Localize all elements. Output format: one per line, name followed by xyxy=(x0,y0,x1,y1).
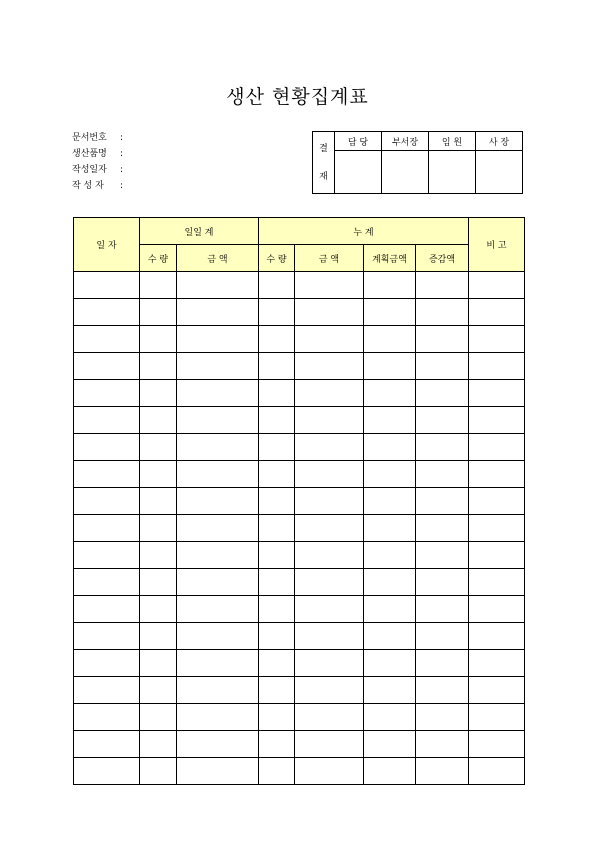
approval-side-char: 재 xyxy=(319,171,328,182)
cell-planned-amount[interactable] xyxy=(364,434,416,461)
cell-remarks[interactable] xyxy=(469,704,525,731)
cell-variance[interactable] xyxy=(416,272,469,299)
approval-sign-box[interactable] xyxy=(382,151,429,194)
cell-daily-quantity[interactable] xyxy=(140,704,177,731)
header-daily-total: 일일 계 xyxy=(140,218,259,245)
cell-remarks[interactable] xyxy=(469,407,525,434)
cell-daily-amount[interactable] xyxy=(177,272,259,299)
cell-date[interactable] xyxy=(74,758,140,785)
approval-side-char: 결 xyxy=(319,143,328,154)
approval-sign-box[interactable] xyxy=(335,151,382,194)
cell-date[interactable] xyxy=(74,380,140,407)
cell-date[interactable] xyxy=(74,461,140,488)
cell-daily-quantity[interactable] xyxy=(140,461,177,488)
cell-cum-amount[interactable] xyxy=(295,677,364,704)
table-row xyxy=(74,569,525,596)
cell-variance[interactable] xyxy=(416,326,469,353)
cell-variance[interactable] xyxy=(416,542,469,569)
cell-remarks[interactable] xyxy=(469,299,525,326)
cell-remarks[interactable] xyxy=(469,515,525,542)
cell-cum-amount[interactable] xyxy=(295,758,364,785)
cell-planned-amount[interactable] xyxy=(364,542,416,569)
approval-box xyxy=(312,131,523,194)
table-row xyxy=(74,326,525,353)
cell-planned-amount[interactable] xyxy=(364,569,416,596)
cell-variance[interactable] xyxy=(416,299,469,326)
cell-cum-quantity[interactable] xyxy=(259,299,295,326)
cell-date[interactable] xyxy=(74,353,140,380)
cell-daily-amount[interactable] xyxy=(177,353,259,380)
info-separator: : xyxy=(120,149,124,159)
cell-daily-quantity[interactable] xyxy=(140,677,177,704)
cell-variance[interactable] xyxy=(416,704,469,731)
cell-cum-amount[interactable] xyxy=(295,299,364,326)
cell-variance[interactable] xyxy=(416,596,469,623)
cell-daily-amount[interactable] xyxy=(177,569,259,596)
header-daily-quantity: 수 량 xyxy=(140,245,177,272)
cell-planned-amount[interactable] xyxy=(364,596,416,623)
cell-remarks[interactable] xyxy=(469,272,525,299)
table-row xyxy=(74,380,525,407)
table-row xyxy=(74,299,525,326)
cell-planned-amount[interactable] xyxy=(364,488,416,515)
cell-planned-amount[interactable] xyxy=(364,299,416,326)
cell-cum-quantity[interactable] xyxy=(259,515,295,542)
cell-cum-quantity[interactable] xyxy=(259,353,295,380)
cell-daily-quantity[interactable] xyxy=(140,380,177,407)
cell-cum-quantity[interactable] xyxy=(259,677,295,704)
cell-daily-amount[interactable] xyxy=(177,299,259,326)
approval-header-staff: 담 당 xyxy=(335,132,382,151)
cell-cum-quantity[interactable] xyxy=(259,758,295,785)
table-row xyxy=(74,515,525,542)
approval-sign-box[interactable] xyxy=(476,151,523,194)
cell-variance[interactable] xyxy=(416,731,469,758)
cell-planned-amount[interactable] xyxy=(364,515,416,542)
cell-daily-amount[interactable] xyxy=(177,677,259,704)
cell-planned-amount[interactable] xyxy=(364,272,416,299)
cell-cum-quantity[interactable] xyxy=(259,488,295,515)
cell-variance[interactable] xyxy=(416,353,469,380)
cell-daily-quantity[interactable] xyxy=(140,488,177,515)
cell-daily-quantity[interactable] xyxy=(140,407,177,434)
cell-date[interactable] xyxy=(74,677,140,704)
cell-remarks[interactable] xyxy=(469,326,525,353)
cell-cum-quantity[interactable] xyxy=(259,542,295,569)
cell-daily-quantity[interactable] xyxy=(140,758,177,785)
cell-cum-amount[interactable] xyxy=(295,353,364,380)
info-row-date xyxy=(72,162,123,178)
info-row-author xyxy=(72,178,123,194)
cell-daily-amount[interactable] xyxy=(177,380,259,407)
cell-planned-amount[interactable] xyxy=(364,704,416,731)
cell-cum-amount[interactable] xyxy=(295,623,364,650)
cell-cum-quantity[interactable] xyxy=(259,704,295,731)
cell-planned-amount[interactable] xyxy=(364,677,416,704)
info-separator: : xyxy=(120,133,124,143)
cell-cum-amount[interactable] xyxy=(295,704,364,731)
cell-remarks[interactable] xyxy=(469,434,525,461)
cell-variance[interactable] xyxy=(416,569,469,596)
cell-daily-amount[interactable] xyxy=(177,461,259,488)
cell-daily-amount[interactable] xyxy=(177,623,259,650)
cell-cum-quantity[interactable] xyxy=(259,461,295,488)
cell-date[interactable] xyxy=(74,299,140,326)
cell-date[interactable] xyxy=(74,542,140,569)
cell-date[interactable] xyxy=(74,704,140,731)
header-cum-amount: 금 액 xyxy=(295,245,364,272)
header-date: 일 자 xyxy=(74,218,140,272)
cell-cum-amount[interactable] xyxy=(295,596,364,623)
cell-remarks[interactable] xyxy=(469,596,525,623)
info-label: 문서번호 xyxy=(72,133,107,143)
cell-remarks[interactable] xyxy=(469,650,525,677)
cell-variance[interactable] xyxy=(416,461,469,488)
cell-planned-amount[interactable] xyxy=(364,461,416,488)
info-row-product-name xyxy=(72,146,123,162)
header-planned-amount: 계획금액 xyxy=(364,245,416,272)
cell-planned-amount[interactable] xyxy=(364,731,416,758)
info-label: 작성일자 xyxy=(72,165,107,175)
cell-daily-quantity[interactable] xyxy=(140,299,177,326)
info-label: 작 성 자 xyxy=(72,181,104,191)
table-row xyxy=(74,623,525,650)
table-row xyxy=(74,596,525,623)
approval-header-president: 사 장 xyxy=(476,132,523,151)
cell-daily-quantity[interactable] xyxy=(140,731,177,758)
cell-daily-quantity[interactable] xyxy=(140,434,177,461)
table-row xyxy=(74,677,525,704)
cell-date[interactable] xyxy=(74,569,140,596)
cell-cum-amount[interactable] xyxy=(295,569,364,596)
cell-variance[interactable] xyxy=(416,434,469,461)
cell-cum-amount[interactable] xyxy=(295,380,364,407)
cell-daily-quantity[interactable] xyxy=(140,623,177,650)
cell-remarks[interactable] xyxy=(469,758,525,785)
cell-cum-quantity[interactable] xyxy=(259,434,295,461)
cell-cum-amount[interactable] xyxy=(295,542,364,569)
cell-variance[interactable] xyxy=(416,623,469,650)
cell-cum-amount[interactable] xyxy=(295,434,364,461)
table-row xyxy=(74,461,525,488)
cell-planned-amount[interactable] xyxy=(364,380,416,407)
header-variance: 증감액 xyxy=(416,245,469,272)
table-row xyxy=(74,704,525,731)
cell-planned-amount[interactable] xyxy=(364,353,416,380)
cell-planned-amount[interactable] xyxy=(364,650,416,677)
approval-header-manager: 부서장 xyxy=(382,132,429,151)
info-separator: : xyxy=(120,181,124,191)
header-remarks: 비 고 xyxy=(469,218,525,272)
approval-sign-box[interactable] xyxy=(429,151,476,194)
cell-date[interactable] xyxy=(74,596,140,623)
cell-cum-quantity[interactable] xyxy=(259,272,295,299)
cell-remarks[interactable] xyxy=(469,380,525,407)
cell-cum-amount[interactable] xyxy=(295,731,364,758)
cell-daily-amount[interactable] xyxy=(177,407,259,434)
cell-date[interactable] xyxy=(74,434,140,461)
production-table xyxy=(73,217,525,785)
cell-daily-quantity[interactable] xyxy=(140,542,177,569)
info-separator: : xyxy=(120,165,124,175)
info-label: 생산품명 xyxy=(72,149,107,159)
cell-date[interactable] xyxy=(74,623,140,650)
cell-remarks[interactable] xyxy=(469,731,525,758)
cell-remarks[interactable] xyxy=(469,542,525,569)
approval-side-label xyxy=(313,132,335,194)
cell-daily-amount[interactable] xyxy=(177,650,259,677)
header-cumulative-total: 누 계 xyxy=(259,218,469,245)
cell-planned-amount[interactable] xyxy=(364,758,416,785)
cell-variance[interactable] xyxy=(416,380,469,407)
cell-planned-amount[interactable] xyxy=(364,407,416,434)
cell-daily-amount[interactable] xyxy=(177,488,259,515)
cell-daily-amount[interactable] xyxy=(177,326,259,353)
cell-daily-quantity[interactable] xyxy=(140,569,177,596)
cell-remarks[interactable] xyxy=(469,623,525,650)
cell-daily-quantity[interactable] xyxy=(140,272,177,299)
cell-daily-amount[interactable] xyxy=(177,515,259,542)
cell-daily-amount[interactable] xyxy=(177,596,259,623)
cell-daily-amount[interactable] xyxy=(177,758,259,785)
cell-cum-amount[interactable] xyxy=(295,461,364,488)
header-daily-amount: 금 액 xyxy=(177,245,259,272)
cell-cum-quantity[interactable] xyxy=(259,326,295,353)
cell-cum-amount[interactable] xyxy=(295,272,364,299)
cell-variance[interactable] xyxy=(416,488,469,515)
cell-cum-quantity[interactable] xyxy=(259,569,295,596)
table-row xyxy=(74,731,525,758)
document-info xyxy=(72,130,123,194)
cell-cum-quantity[interactable] xyxy=(259,407,295,434)
cell-remarks[interactable] xyxy=(469,488,525,515)
table-row xyxy=(74,650,525,677)
cell-cum-quantity[interactable] xyxy=(259,623,295,650)
cell-daily-amount[interactable] xyxy=(177,731,259,758)
cell-cum-quantity[interactable] xyxy=(259,380,295,407)
cell-remarks[interactable] xyxy=(469,677,525,704)
cell-cum-quantity[interactable] xyxy=(259,731,295,758)
cell-remarks[interactable] xyxy=(469,569,525,596)
cell-remarks[interactable] xyxy=(469,353,525,380)
table-row xyxy=(74,434,525,461)
cell-planned-amount[interactable] xyxy=(364,326,416,353)
cell-daily-quantity[interactable] xyxy=(140,326,177,353)
cell-cum-amount[interactable] xyxy=(295,488,364,515)
cell-cum-amount[interactable] xyxy=(295,650,364,677)
table-row xyxy=(74,758,525,785)
cell-date[interactable] xyxy=(74,488,140,515)
cell-variance[interactable] xyxy=(416,758,469,785)
cell-cum-amount[interactable] xyxy=(295,326,364,353)
cell-daily-quantity[interactable] xyxy=(140,353,177,380)
table-row xyxy=(74,542,525,569)
cell-daily-quantity[interactable] xyxy=(140,515,177,542)
cell-date[interactable] xyxy=(74,407,140,434)
cell-variance[interactable] xyxy=(416,650,469,677)
table-row xyxy=(74,353,525,380)
cell-variance[interactable] xyxy=(416,515,469,542)
header-cum-quantity: 수 량 xyxy=(259,245,295,272)
cell-daily-quantity[interactable] xyxy=(140,596,177,623)
cell-variance[interactable] xyxy=(416,677,469,704)
cell-date[interactable] xyxy=(74,650,140,677)
cell-daily-amount[interactable] xyxy=(177,704,259,731)
document-title: 생산 현황집계표 xyxy=(226,86,369,108)
cell-date[interactable] xyxy=(74,272,140,299)
cell-date[interactable] xyxy=(74,731,140,758)
cell-daily-amount[interactable] xyxy=(177,542,259,569)
cell-cum-amount[interactable] xyxy=(295,515,364,542)
cell-cum-amount[interactable] xyxy=(295,407,364,434)
cell-daily-quantity[interactable] xyxy=(140,650,177,677)
info-row-doc-number xyxy=(72,130,123,146)
cell-variance[interactable] xyxy=(416,407,469,434)
approval-header-executive: 임 원 xyxy=(429,132,476,151)
cell-date[interactable] xyxy=(74,326,140,353)
cell-planned-amount[interactable] xyxy=(364,623,416,650)
cell-daily-amount[interactable] xyxy=(177,434,259,461)
cell-remarks[interactable] xyxy=(469,461,525,488)
cell-cum-quantity[interactable] xyxy=(259,596,295,623)
cell-date[interactable] xyxy=(74,515,140,542)
cell-cum-quantity[interactable] xyxy=(259,650,295,677)
table-row xyxy=(74,407,525,434)
table-row xyxy=(74,488,525,515)
table-row xyxy=(74,272,525,299)
